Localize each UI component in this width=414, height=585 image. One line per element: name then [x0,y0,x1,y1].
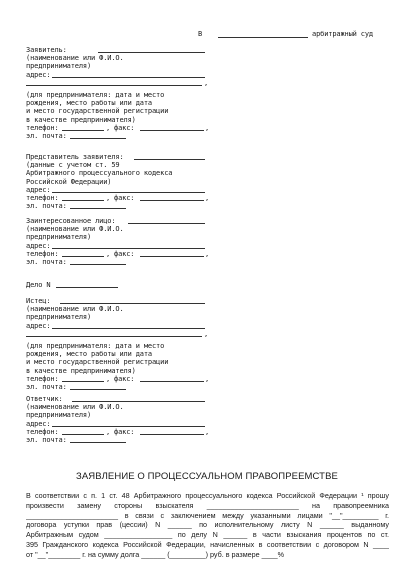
interested-name-field[interactable] [128,217,205,224]
plaintiff-block: Истец: (наименование или Ф.И.О. предпринимателя) адрес: , (для предпринимателя: дата и место рождения, место работы или дата и место государственной регистрации в качестве предпринимателя) телефон: , факс: , эл. почта: [26,297,210,391]
plaintiff-email-label: эл. почта: [26,382,67,391]
defendant-address-label: адрес: [26,419,51,428]
defendant-phone-field[interactable] [62,428,104,435]
interested-address-field[interactable] [52,242,205,249]
applicant-address-field[interactable] [52,71,205,78]
plaintiff-address-field[interactable] [52,322,205,329]
document-title: ЗАЯВЛЕНИЕ О ПРОЦЕССУАЛЬНОМ ПРАВОПРЕЕМСТВЕ [76,471,338,482]
court-name-field[interactable] [218,37,308,38]
interested-phone-label: телефон: [26,249,59,258]
representative-phone-label: телефон: [26,193,59,202]
applicant-name-field[interactable] [98,46,205,53]
court-line [198,30,398,40]
representative-heading: Представитель заявителя: [26,153,124,161]
paragraph-line: произвести замену стороны взыскателя _______________________ на правопреемника [26,500,389,510]
interested-email-label: эл. почта: [26,257,67,266]
plaintiff-note-line: (для предпринимателя: дата и место [26,341,165,350]
defendant-hint-line: (наименование или Ф.И.О. [26,403,124,412]
applicant-hint-line: (наименование или Ф.И.О. [26,54,124,63]
representative-block: Представитель заявителя: (данные с учетом ст. 59 Арбитражного процессуального кодекса Российской Федерации) адрес: телефон: , факс: , эл. почта: [26,153,210,211]
plaintiff-address-label: адрес: [26,321,51,330]
applicant-phone-label: телефон: [26,123,59,132]
interested-fax-field[interactable] [140,250,204,257]
applicant-address-field-2[interactable] [26,79,202,86]
paragraph-line: от "__"________ г. на сумму долга ______ (_________) руб. в размере ____% [26,549,285,559]
applicant-address-label: адрес: [26,70,51,79]
defendant-email-label: эл. почта: [26,435,67,444]
applicant-block: Заявитель: (наименование или Ф.И.О. предпринимателя) адрес: , (для предпринимателя: дата и место рождения, место работы или дата и место государственной регистрации в качестве предпринимателя) телефон: , факс: , эл. почта: [26,46,210,140]
defendant-email-field[interactable] [70,436,126,443]
representative-address-field[interactable] [52,186,205,193]
defendant-address-field[interactable] [52,420,205,427]
defendant-block: Ответчик: (наименование или Ф.И.О. предпринимателя) адрес: телефон: , факс: , эл. почта: [26,395,210,444]
applicant-fax-label: факс: [114,123,135,132]
interested-hint-line: предпринимателя) [26,233,92,242]
defendant-hint-line: предпринимателя) [26,411,92,420]
plaintiff-phone-label: телефон: [26,374,59,383]
applicant-note-line: рождения, место работы или дата [26,99,152,108]
plaintiff-fax-field[interactable] [140,375,204,382]
court-suffix: арбитражный суд [312,30,373,38]
interested-fax-label: факс: [114,249,135,258]
paragraph-line: Арбитражным судом _________________ по делу N ______ в части взыскания процентов по ст. [26,530,389,540]
paragraph-line: договора уступки прав (цессии) N ______ по исполнительному листу N ______ выданному [26,520,389,530]
representative-hint-line: Арбитражного процессуального кодекса [26,169,173,178]
plaintiff-name-field[interactable] [60,297,205,304]
applicant-note-line: (для предпринимателя: дата и место [26,90,165,99]
case-number-field[interactable] [56,281,118,288]
statement-paragraph [26,491,389,560]
plaintiff-heading: Истец: [26,297,51,305]
representative-name-field[interactable] [134,153,205,160]
interested-address-label: адрес: [26,241,51,250]
representative-hint-line: Российской Федерации) [26,177,112,186]
defendant-name-field[interactable] [72,395,205,402]
representative-fax-field[interactable] [140,194,204,201]
applicant-note-line: в качестве предпринимателя) [26,115,136,124]
representative-address-label: адрес: [26,185,51,194]
representative-email-field[interactable] [70,202,126,209]
plaintiff-email-field[interactable] [70,383,126,390]
defendant-fax-field[interactable] [140,428,204,435]
applicant-heading: Заявитель: [26,46,67,54]
representative-phone-field[interactable] [62,194,104,201]
defendant-fax-label: факс: [114,427,135,436]
plaintiff-phone-field[interactable] [62,375,104,382]
paragraph-line: 395 Гражданского кодекса Российской Федерации, начисленных в соответствии с договором N ____ [26,539,389,549]
interested-party-block: Заинтересованное лицо: (наименование или Ф.И.О. предпринимателя) адрес: телефон: , факс: , эл. почта: [26,217,210,266]
applicant-hint-line: предпринимателя) [26,62,92,71]
plaintiff-note-line: и место государственной регистрации [26,358,169,367]
applicant-email-label: эл. почта: [26,131,67,140]
plaintiff-hint-line: (наименование или Ф.И.О. [26,305,124,314]
court-prefix: В [198,30,203,38]
plaintiff-address-field-2[interactable] [26,330,202,337]
plaintiff-note-line: рождения, место работы или дата [26,350,152,359]
representative-email-label: эл. почта: [26,202,67,211]
paragraph-line: В соответствии с п. 1 ст. 48 Арбитражного процессуального кодекса Российской Федерации ¹ прошу [26,491,389,500]
case-number-block [26,281,226,289]
defendant-phone-label: телефон: [26,427,59,436]
applicant-fax-field[interactable] [140,124,204,131]
paragraph-line: _______________________ в связи с заключением между указанными лицами "__"_________ г. [26,510,389,520]
plaintiff-hint-line: предпринимателя) [26,313,92,322]
representative-hint-line: (данные с учетом ст. 59 [26,161,120,170]
applicant-email-field[interactable] [70,132,126,139]
representative-fax-label: факс: [114,193,135,202]
defendant-heading: Ответчик: [26,395,63,403]
plaintiff-fax-label: факс: [114,374,135,383]
case-label: Дело N [26,281,51,289]
interested-hint-line: (наименование или Ф.И.О. [26,225,124,234]
plaintiff-note-line: в качестве предпринимателя) [26,366,136,375]
interested-heading: Заинтересованное лицо: [26,217,116,225]
applicant-note-line: и место государственной регистрации [26,107,169,116]
interested-email-field[interactable] [70,258,126,265]
applicant-phone-field[interactable] [62,124,104,131]
interested-phone-field[interactable] [62,250,104,257]
